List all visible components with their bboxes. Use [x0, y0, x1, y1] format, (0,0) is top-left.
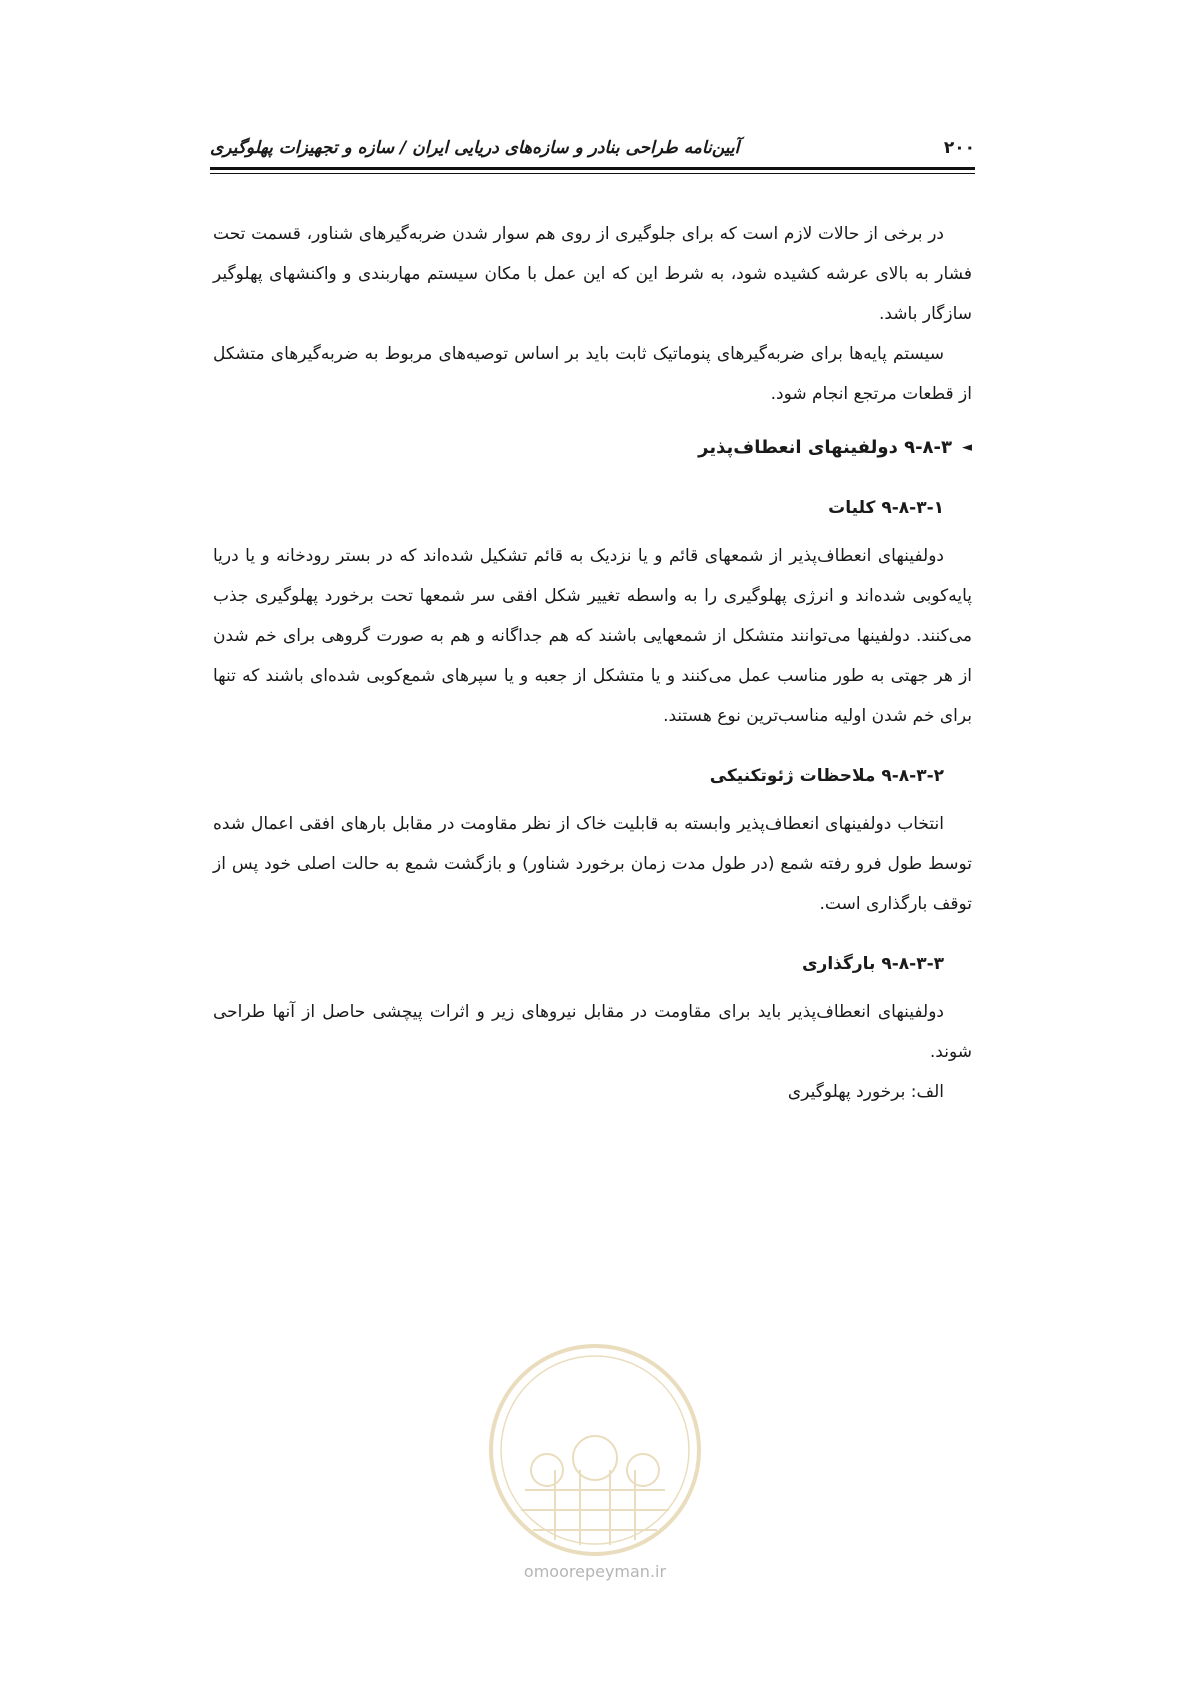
- page-header: [210, 128, 975, 168]
- watermark-site: [0, 1562, 1190, 1581]
- paragraph-2: سیستم پایه‌ها برای ضربه‌گیرهای پنوماتیک ثابت باید بر اساس توصیه‌های مربوط به ضربه‌گیرهای متشکل از قطعات مرتجع انجام شود.: [213, 344, 972, 404]
- subsection-3-body: دولفینهای انعطاف‌پذیر باید برای مقاومت در مقابل نیروهای زیر و اثرات پیچشی حاصل از آنها طراحی شوند.: [213, 1002, 972, 1062]
- header-rule-thick: [210, 167, 975, 170]
- section-heading-text: ۹-۸-۳ دولفینهای انعطاف‌پذیر: [698, 437, 952, 458]
- watermark-logo: [485, 1340, 705, 1560]
- subsection-2-heading: ۹-۸-۳-۲ ملاحظات ژئوتکنیکی: [709, 766, 944, 786]
- section-bullet-icon: ◄: [962, 440, 972, 455]
- paragraph-1: در برخی از حالات لازم است که برای جلوگیری از روی هم سوار شدن ضربه‌گیرهای شناور، قسمت تحت فشار به بالای عرشه کشیده شود، به شرط این که این عمل با مکان سیستم مهاربندی و واکنشهای پهلوگیر سازگار باشد.: [213, 224, 972, 324]
- subsection-1-heading: ۹-۸-۳-۱ کلیات: [828, 498, 944, 518]
- running-title: آیین‌نامه طراحی بنادر و سازه‌های دریایی ایران / سازه و تجهیزات پهلوگیری: [210, 138, 740, 158]
- subsection-2-body: انتخاب دولفینهای انعطاف‌پذیر وابسته به قابلیت خاک از نظر مقاومت در مقابل بارهای افقی اعمال شده توسط طول فرو رفته شمع (در طول مدت زمان برخورد شناور) و بازگشت شمع به حالت اصلی خود پس از توقف بارگذاری است.: [213, 814, 972, 914]
- section-heading: [213, 428, 972, 468]
- list-item-a: الف: برخورد پهلوگیری: [787, 1082, 944, 1102]
- subsection-3-heading: ۹-۸-۳-۳ بارگذاری: [801, 954, 944, 974]
- subsection-1-body: دولفینهای انعطاف‌پذیر از شمعهای قائم و یا نزدیک به قائم تشکیل شده‌اند که در بستر رودخانه و یا دریا پایه‌کوبی شده‌اند و انرژی پهلوگیری را به واسطه تغییر شکل افقی سر شمعها تحت برخورد پهلوگیری جذب می‌کنند. دولفینها می‌توانند متشکل از شمعهایی باشند که هم جداگانه و هم به صورت گروهی برای خم شدن از هر جهتی به طور مناسب عمل می‌کنند و یا متشکل از جعبه و یا سپرهای شمع‌کوبی شده‌ای باشند که تنها برای خم شدن اولیه مناسب‌ترین نوع هستند.: [213, 546, 972, 726]
- watermark-site-text: omoorepeyman.ir: [523, 1562, 667, 1581]
- page-number: ۲۰۰: [943, 138, 975, 158]
- header-rule-thin: [210, 173, 975, 174]
- page-body: [213, 214, 972, 1112]
